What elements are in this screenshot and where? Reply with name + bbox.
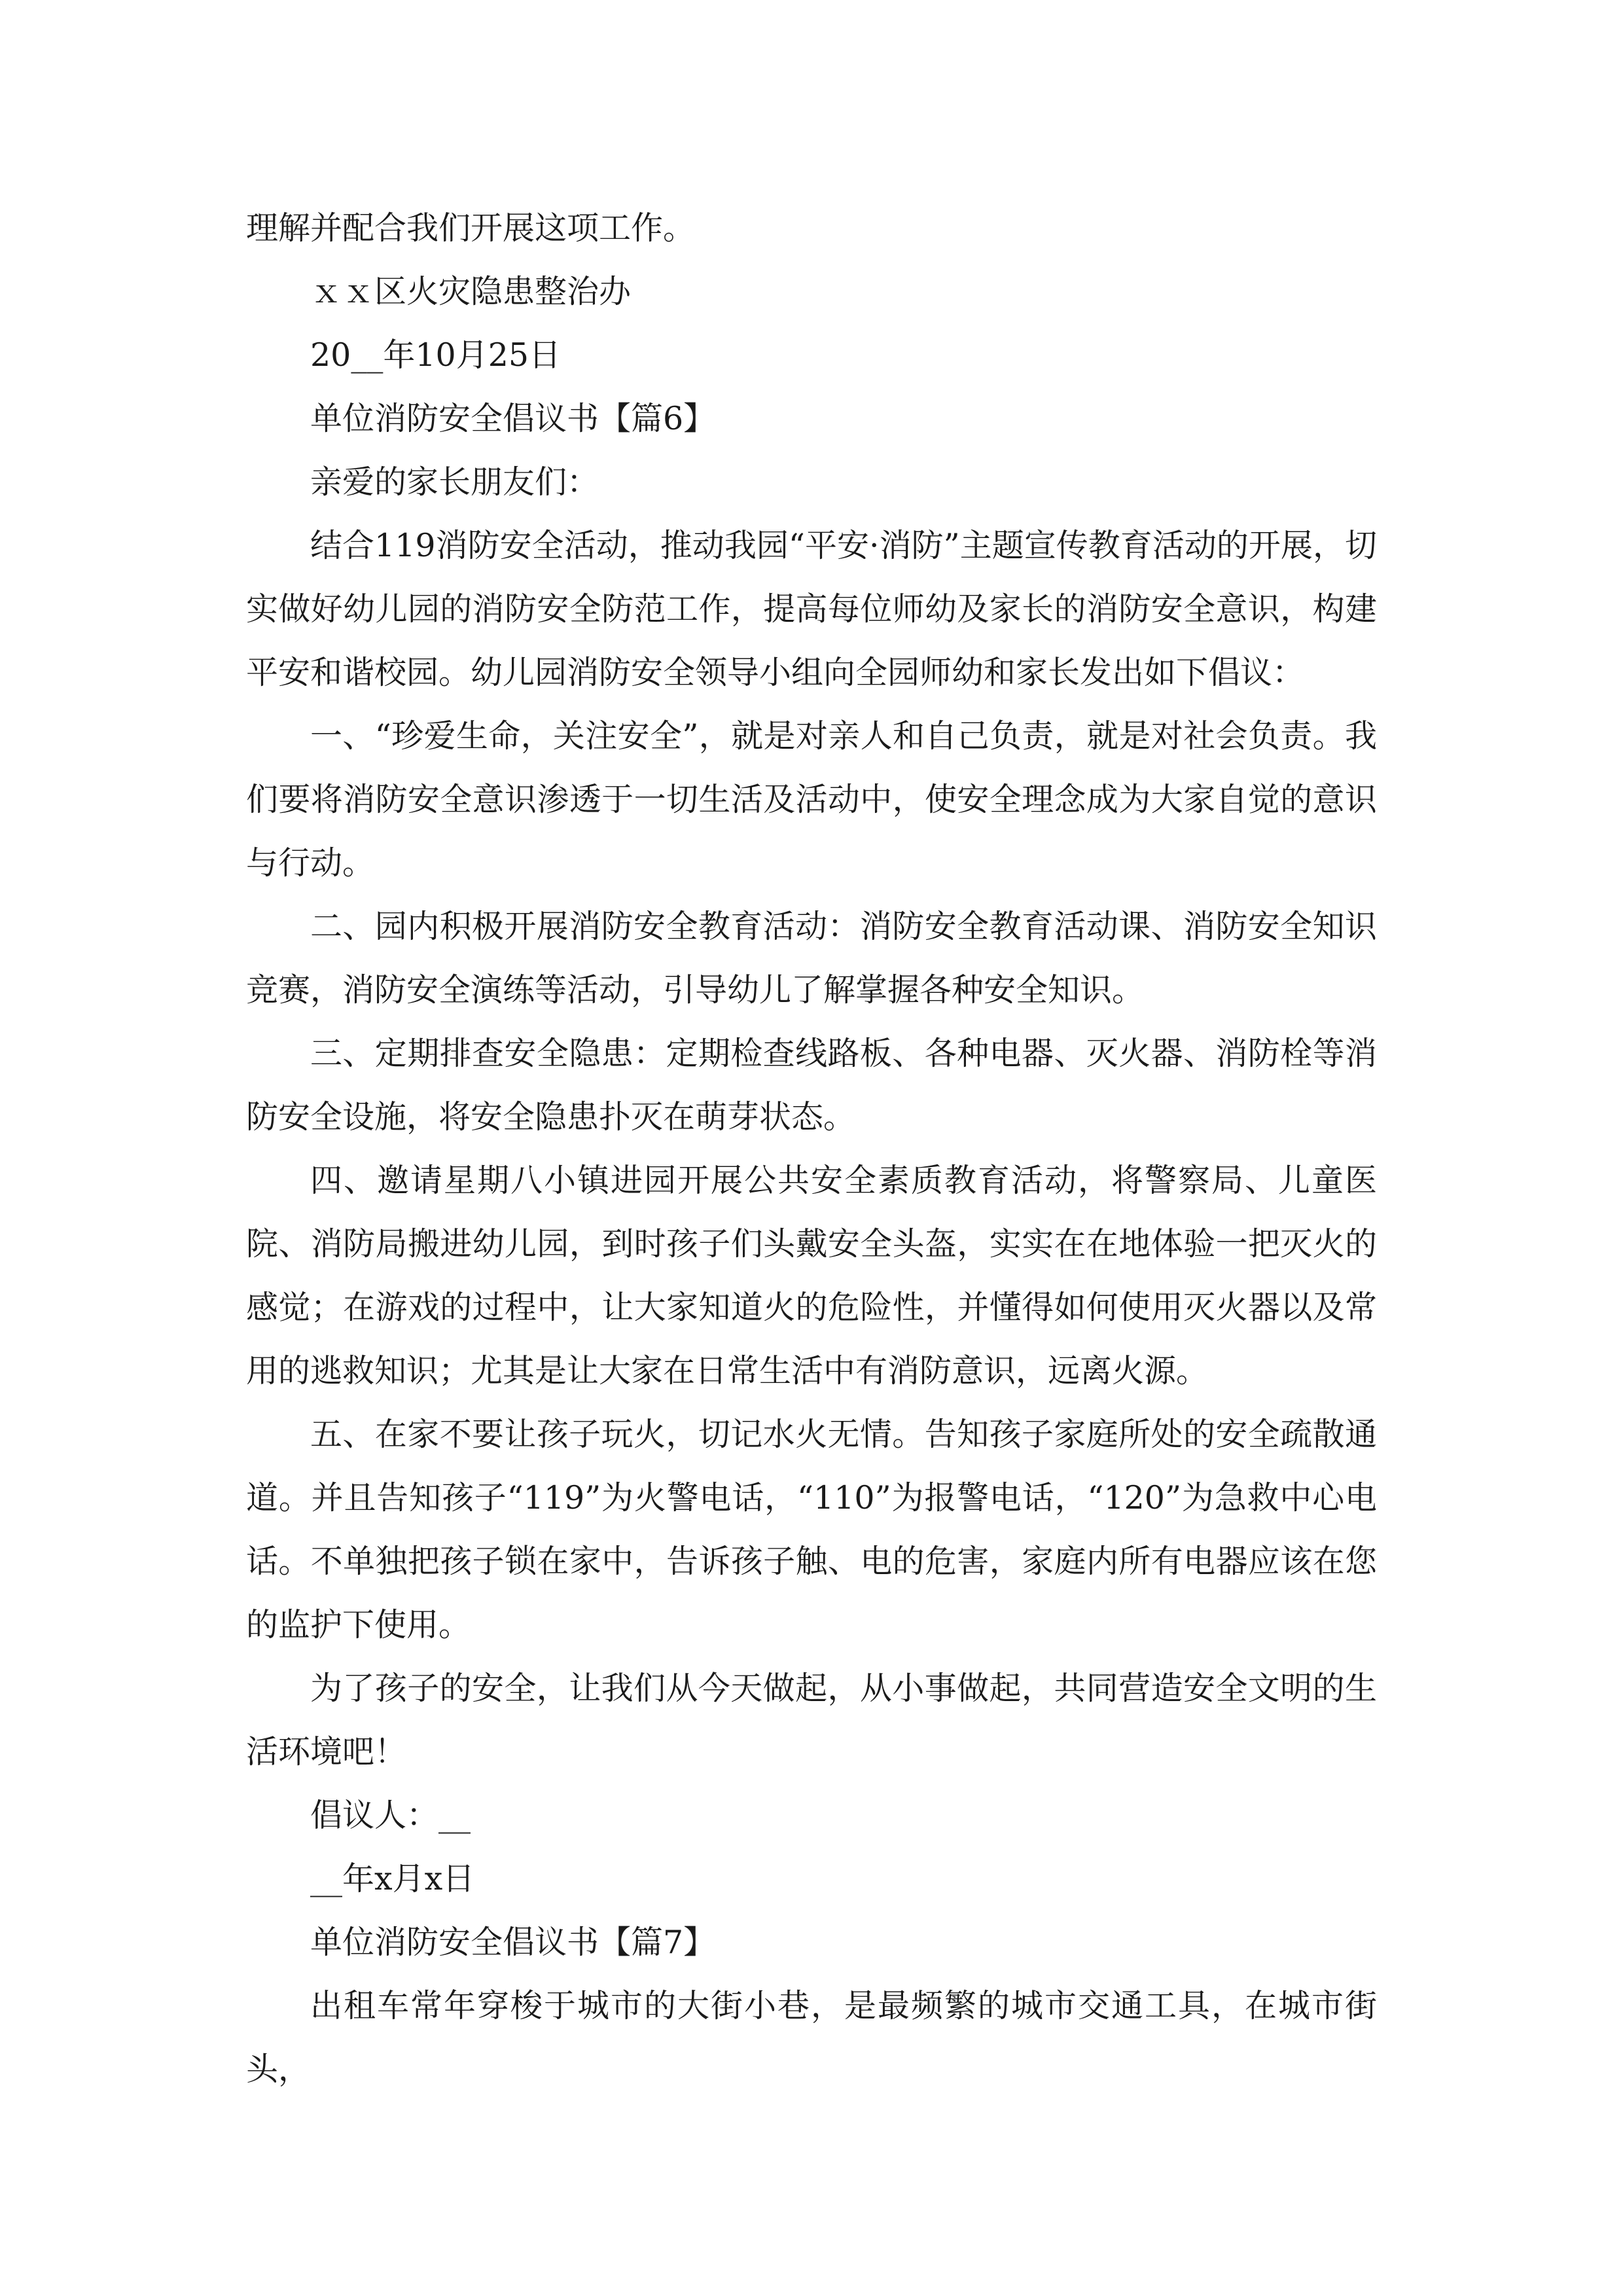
paragraph-item-3: 三、定期排查安全隐患：定期检查线路板、各种电器、灭火器、消防栓等消防安全设施，将安全隐患扑灭在萌芽状态。 (246, 1035, 1377, 1136)
proposer-line: 倡议人：__ (310, 1797, 471, 1834)
document-body (246, 196, 1377, 2101)
paragraph-taxi-intro: 出租车常年穿梭于城市的大街小巷，是最频繁的城市交通工具，在城市街头， (246, 1987, 1377, 2088)
signature-office: ｘｘ区火灾隐患整治办 (310, 273, 632, 310)
proposer-date: __年x月x日 (310, 1860, 475, 1897)
paragraph-item-5: 五、在家不要让孩子玩火，切记水火无情。告知孩子家庭所处的安全疏散通道。并且告知孩子“119”为火警电话，“110”为报警电话，“120”为急救中心电话。不单独把孩子锁在家中，告诉孩子触、电的危害，家庭内所有电器应该在您的监护下使用。 (246, 1416, 1377, 1643)
section-title-6: 单位消防安全倡议书【篇6】 (310, 400, 716, 437)
paragraph-item-1: 一、“珍爱生命，关注安全”，就是对亲人和自己负责，就是对社会负责。我们要将消防安全意识渗透于一切生活及活动中，使安全理念成为大家自觉的意识与行动。 (246, 717, 1377, 882)
paragraph-item-2: 二、园内积极开展消防安全教育活动：消防安全教育活动课、消防安全知识竞赛，消防安全演练等活动，引导幼儿了解掌握各种安全知识。 (246, 908, 1377, 1009)
paragraph-intro: 结合119消防安全活动，推动我园“平安·消防”主题宣传教育活动的开展，切实做好幼儿园的消防安全防范工作，提高每位师幼及家长的消防安全意识，构建平安和谐校园。幼儿园消防安全领导小组向全园师幼和家长发出如下倡议： (246, 527, 1377, 691)
paragraph-closing: 为了孩子的安全，让我们从今天做起，从小事做起，共同营造安全文明的生活环境吧！ (246, 1670, 1377, 1770)
paragraph-item-4: 四、邀请星期八小镇进园开展公共安全素质教育活动，将警察局、儿童医院、消防局搬进幼儿园，到时孩子们头戴安全头盔，实实在在地体验一把灭火的感觉；在游戏的过程中，让大家知道火的危险性，并懂得如何使用灭火器以及常用的逃救知识；尤其是让大家在日常生活中有消防意识，远离火源。 (246, 1162, 1377, 1390)
salutation: 亲爱的家长朋友们： (310, 463, 599, 501)
paragraph-closing-line: 理解并配合我们开展这项工作。 (246, 209, 696, 247)
signature-date: 20__年10月25日 (310, 336, 562, 374)
section-title-7: 单位消防安全倡议书【篇7】 (310, 1924, 716, 1961)
